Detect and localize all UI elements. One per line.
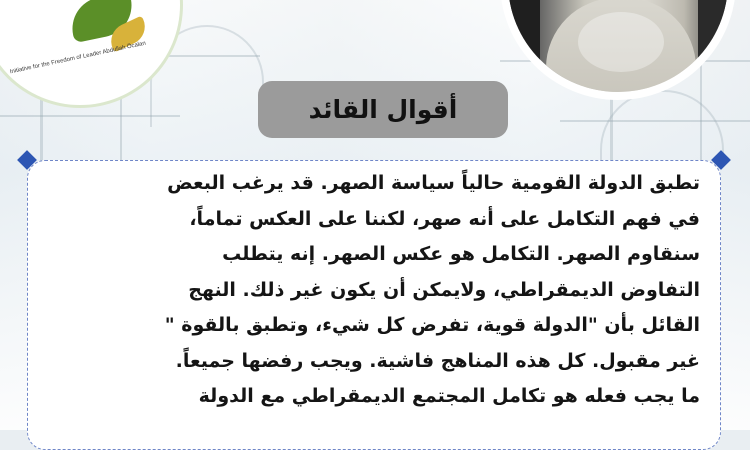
quote-text xyxy=(52,166,700,415)
logo-text: Initiative for the Freedom of Leader Abdullah Öcalan xyxy=(9,40,147,76)
title-banner xyxy=(258,81,508,138)
quote-line: التفاوض الديمقراطي، ولايمكن أن يكون غير ذلك. النهج xyxy=(188,278,700,301)
quote-line: القائل بأن "الدولة قوية، تفرض كل شيء، وتطبق بالقوة " xyxy=(164,314,700,336)
leader-portrait xyxy=(500,0,736,100)
portrait-background-left xyxy=(508,0,540,92)
quote-line: سنقاوم الصهر. التكامل هو عكس الصهر. إنه يتطلب xyxy=(222,243,700,265)
background-arch xyxy=(600,90,724,162)
page-title: أقوال القائد xyxy=(308,95,458,124)
quote-line: في فهم التكامل على أنه صهر، لكننا على العكس تماماً، xyxy=(189,207,700,230)
portrait-highlight xyxy=(578,12,664,72)
quote-line: ما يجب فعله هو تكامل المجتمع الديمقراطي مع الدولة xyxy=(198,385,700,407)
quote-line: غير مقبول. كل هذه المناهج فاشية. ويجب رفضها جميعاً. xyxy=(175,349,700,372)
quote-line: تطبق الدولة القومية حالياً سياسة الصهر. قد يرغب البعض xyxy=(167,172,700,194)
portrait-background-right xyxy=(698,0,728,92)
